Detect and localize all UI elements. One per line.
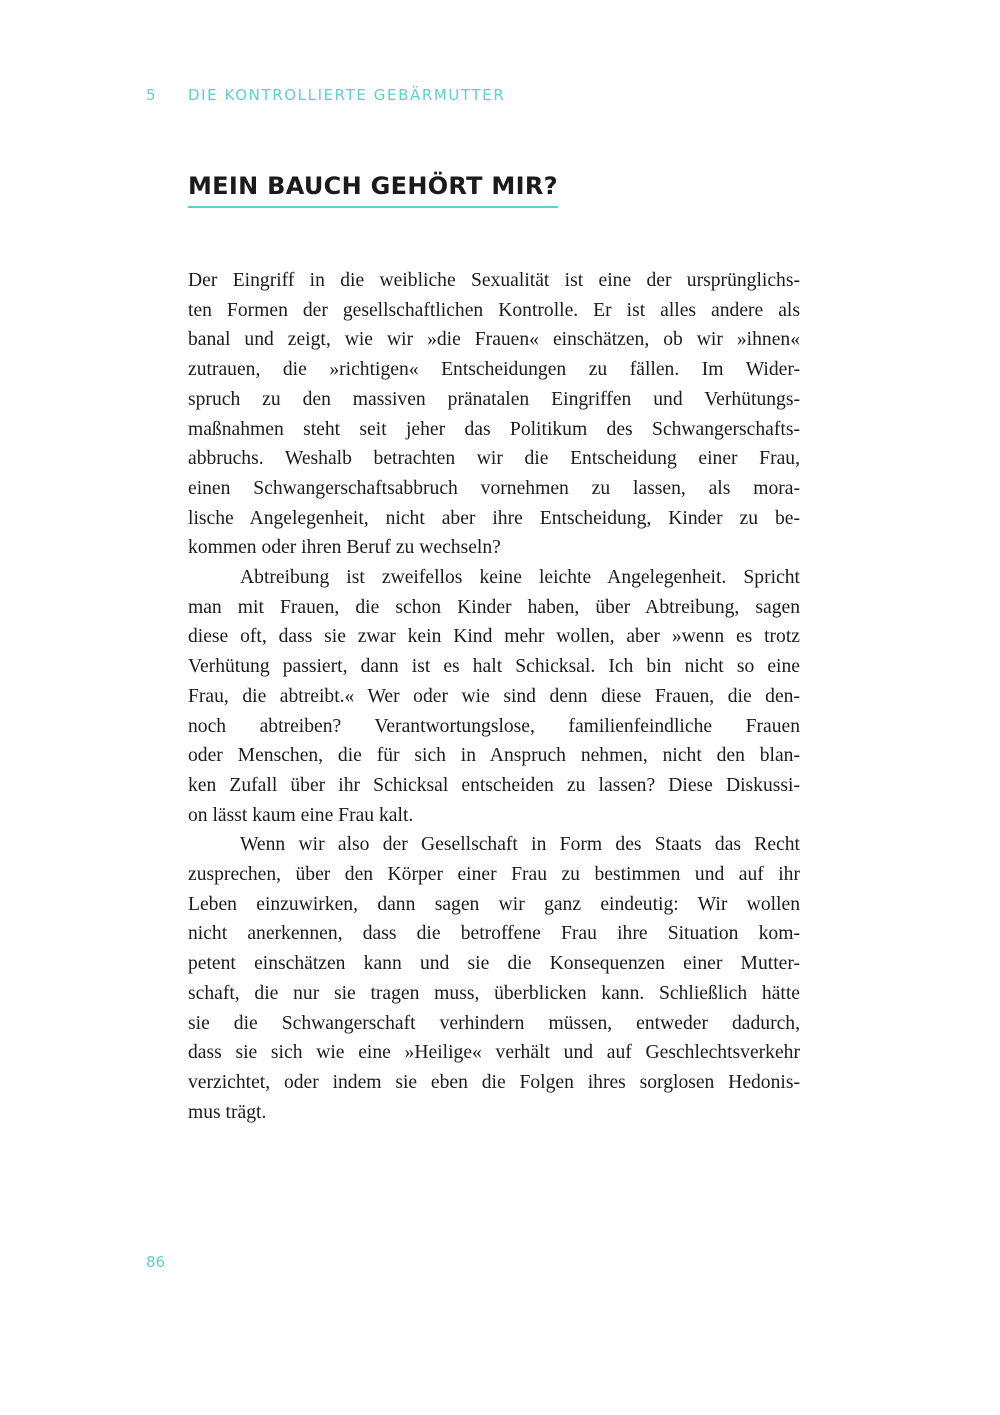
text-line: Verhütung passiert, dann ist es halt Schicksal. Ich bin nicht so eine	[188, 656, 800, 678]
text-line: zutrauen, die »richtigen« Entscheidungen zu fällen. Im Wider-	[188, 359, 800, 381]
text-line: diese oft, dass sie zwar kein Kind mehr wollen, aber »wenn es trotz	[188, 626, 800, 648]
text-line: lische Angelegenheit, nicht aber ihre Entscheidung, Kinder zu be-	[188, 507, 800, 529]
text-line: mus trägt.	[188, 1101, 267, 1123]
section-title: MEIN BAUCH GEHÖRT MIR?	[188, 172, 558, 208]
text-line: ken Zufall über ihr Schicksal entscheiden zu lassen? Diese Diskussi-	[188, 774, 800, 796]
text-line: petent einschätzen kann und sie die Konsequenzen einer Mutter-	[188, 953, 800, 975]
paragraph-1	[188, 266, 800, 563]
running-header	[146, 86, 505, 104]
text-line: man mit Frauen, die schon Kinder haben, über Abtreibung, sagen	[188, 596, 800, 618]
text-line: spruch zu den massiven pränatalen Eingriffen und Verhütungs-	[188, 388, 800, 410]
text-line: Frau, die abtreibt.« Wer oder wie sind denn diese Frauen, die den-	[188, 685, 800, 707]
text-line: Leben einzuwirken, dann sagen wir ganz eindeutig: Wir wollen	[188, 893, 800, 915]
paragraph-2	[188, 563, 800, 830]
text-line: abbruchs. Weshalb betrachten wir die Entscheidung einer Frau,	[188, 448, 800, 470]
paragraph-3	[188, 830, 800, 1127]
text-line: zusprechen, über den Körper einer Frau zu bestimmen und auf ihr	[188, 864, 800, 886]
text-line: Der Eingriff in die weibliche Sexualität ist eine der ursprünglichs-	[188, 270, 800, 291]
text-line: kommen oder ihren Beruf zu wechseln?	[188, 537, 501, 559]
chapter-number: 5	[146, 86, 158, 104]
text-line: einen Schwangerschaftsabbruch vornehmen zu lassen, als mora-	[188, 477, 800, 499]
text-line: schaft, die nur sie tragen muss, überblicken kann. Schließlich hätte	[188, 982, 800, 1004]
text-line: on lässt kaum eine Frau kalt.	[188, 804, 414, 826]
page-number: 86	[146, 1253, 166, 1271]
text-line: banal und zeigt, wie wir »die Frauen« einschätzen, ob wir »ihnen«	[188, 329, 800, 351]
chapter-title: DIE KONTROLLIERTE GEBÄRMUTTER	[188, 86, 506, 104]
text-line: noch abtreiben? Verantwortungslose, familienfeindliche Frauen	[188, 715, 800, 737]
text-line: sie die Schwangerschaft verhindern müssen, entweder dadurch,	[188, 1012, 800, 1034]
text-line: oder Menschen, die für sich in Anspruch nehmen, nicht den blan-	[188, 745, 800, 767]
text-line: maßnahmen steht seit jeher das Politikum des Schwangerschafts-	[188, 418, 800, 440]
body-text	[188, 266, 800, 1127]
text-line: Abtreibung ist zweifellos keine leichte Angelegenheit. Spricht	[240, 567, 800, 589]
text-line: Wenn wir also der Gesellschaft in Form des Staats das Recht	[240, 834, 800, 856]
text-line: ten Formen der gesellschaftlichen Kontrolle. Er ist alles andere als	[188, 299, 800, 321]
text-line: nicht anerkennen, dass die betroffene Frau ihre Situation kom-	[188, 923, 800, 945]
text-line: dass sie sich wie eine »Heilige« verhält und auf Geschlechtsverkehr	[188, 1042, 800, 1064]
text-line: verzichtet, oder indem sie eben die Folgen ihres sorglosen Hedonis-	[188, 1071, 800, 1093]
